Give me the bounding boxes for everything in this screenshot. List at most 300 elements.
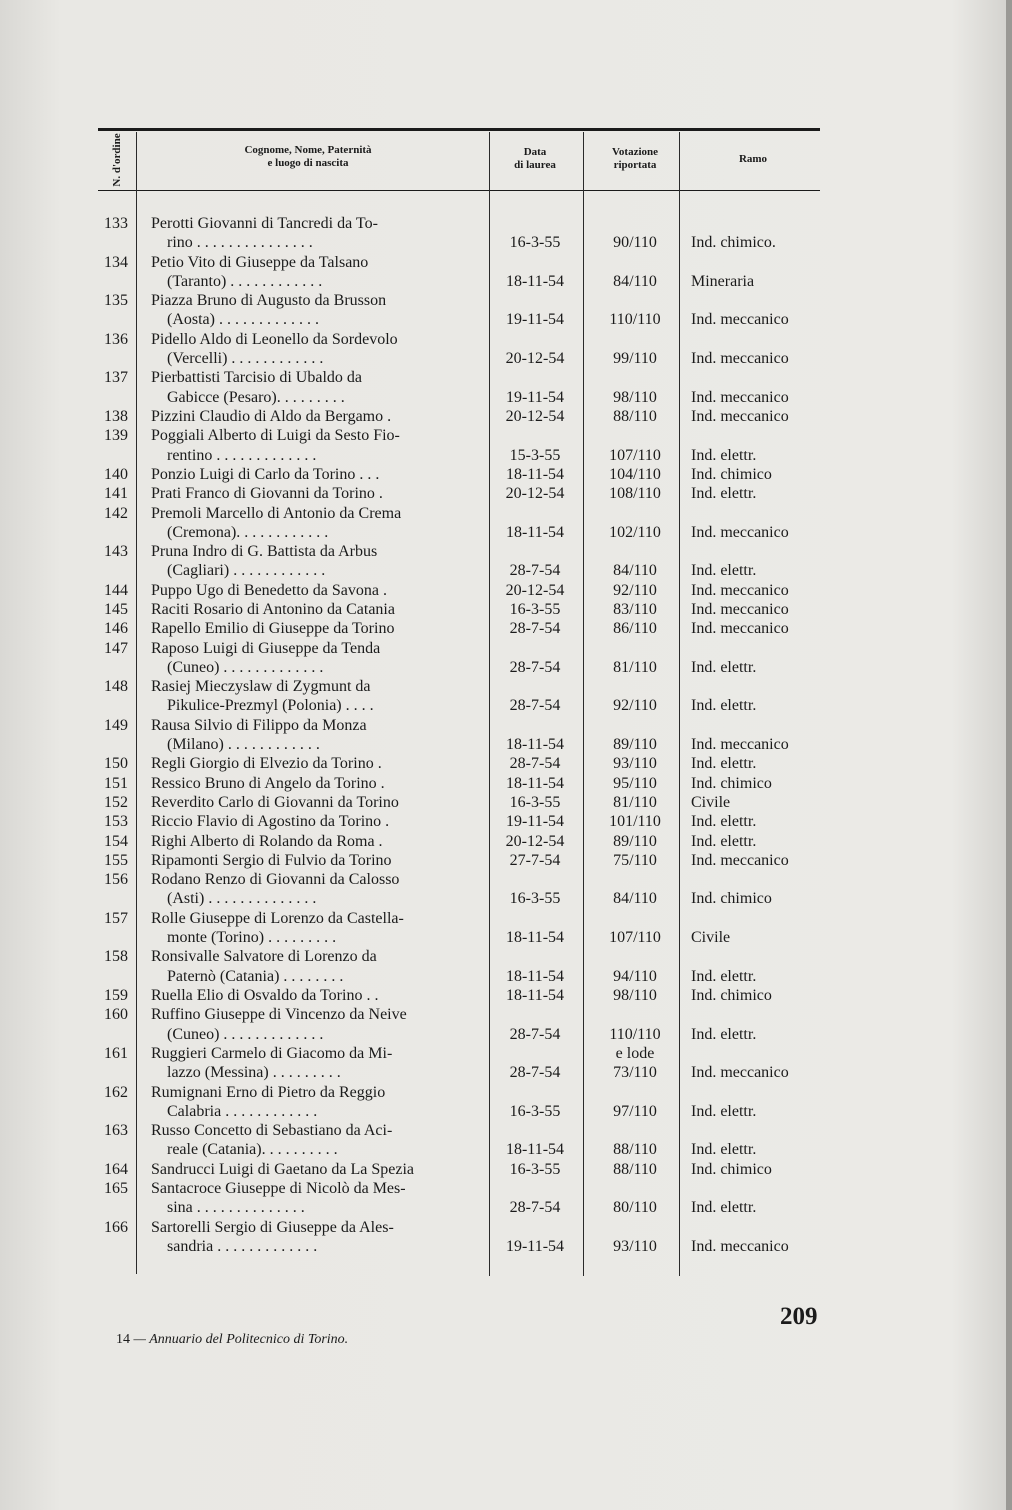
- graduate-name: [151, 716, 477, 755]
- graduate-name-line: Ruella Elio di Osvaldo da Torino . .: [151, 987, 379, 1004]
- grade-line: 107/110: [609, 446, 661, 464]
- branch: Ind. meccanico: [691, 408, 789, 425]
- grade: [588, 812, 682, 831]
- row-number: 161: [104, 1044, 128, 1062]
- branch: Ind. chimico: [691, 890, 772, 908]
- table-row: [98, 1044, 820, 1083]
- graduation-date: 28-7-54: [509, 755, 561, 773]
- graduate-name: [151, 330, 477, 369]
- graduation-date: 16-3-55: [509, 1160, 561, 1178]
- graduate-name-line: sandria . . . . . . . . . . . . .: [167, 1237, 318, 1255]
- graduate-name-line: Pruna Indro di G. Battista da Arbus: [151, 543, 378, 561]
- signature-text: — Annuario del Politecnico di Torino.: [133, 1332, 349, 1347]
- grade: [588, 928, 682, 947]
- row-number: 160: [104, 1006, 128, 1024]
- graduate-name-line: Ruggieri Carmelo di Giacomo da Mi-: [151, 1044, 393, 1062]
- graduation-date: 19-11-54: [505, 813, 565, 831]
- row-number: 155: [104, 851, 128, 869]
- graduate-name: [151, 214, 477, 253]
- branch: Ind. elettr.: [691, 562, 757, 580]
- header-vote-line2: riportata: [613, 159, 657, 171]
- row-number: 159: [104, 987, 128, 1004]
- row-number: 140: [104, 465, 128, 483]
- grade-line: e lode: [615, 1044, 655, 1062]
- graduate-name: [151, 832, 477, 851]
- graduate-name: [151, 581, 477, 600]
- graduate-name-line: Reverdito Carlo di Giovanni da Torino: [151, 794, 399, 811]
- graduate-name-line: (Cuneo) . . . . . . . . . . . . .: [167, 1025, 324, 1043]
- graduate-name-line: (Cagliari) . . . . . . . . . . . .: [167, 562, 326, 580]
- grade: [588, 851, 682, 870]
- graduation-date: 28-7-54: [509, 562, 561, 580]
- graduate-name-line: Paternò (Catania) . . . . . . . .: [167, 967, 344, 985]
- header-date-line2: di laurea: [514, 159, 556, 171]
- graduate-name: [151, 1044, 477, 1083]
- branch: Ind. meccanico: [691, 581, 789, 599]
- graduation-date: 15-3-55: [509, 446, 561, 464]
- branch: Ind. meccanico: [691, 1064, 789, 1082]
- branch: Ind. elettr.: [691, 755, 757, 773]
- grade-line: 86/110: [613, 620, 657, 638]
- graduation-date: 20-12-54: [505, 408, 565, 425]
- graduate-name-line: Raposo Luigi di Giuseppe da Tenda: [151, 639, 381, 657]
- graduate-name-line: Rapello Emilio di Giuseppe da Torino: [151, 620, 395, 638]
- row-number: 139: [104, 427, 128, 445]
- graduate-name-line: Rodano Renzo di Giovanni da Calosso: [151, 871, 400, 889]
- row-number: 152: [104, 794, 128, 811]
- table-row: [98, 1083, 820, 1122]
- table-row: [98, 909, 820, 948]
- branch: Ind. meccanico: [691, 311, 789, 329]
- row-number: 165: [104, 1180, 128, 1197]
- grade: [588, 793, 682, 812]
- graduate-name-line: (Aosta) . . . . . . . . . . . . .: [167, 311, 319, 329]
- branch: Ind. elettr.: [691, 1025, 757, 1043]
- grade: [588, 967, 682, 986]
- table-row: [98, 330, 820, 369]
- graduate-name: [151, 1083, 477, 1122]
- row-number: 146: [104, 620, 128, 638]
- graduation-date: 16-3-55: [509, 1102, 561, 1120]
- graduate-name: [151, 484, 477, 503]
- graduate-name: [151, 504, 477, 543]
- row-number: 157: [104, 909, 128, 927]
- graduate-name: [151, 600, 477, 619]
- branch: Ind. meccanico: [691, 601, 789, 618]
- graduation-date: 16-3-55: [509, 890, 561, 908]
- branch: Ind. chimico: [691, 1160, 772, 1178]
- graduation-date: 18-11-54: [505, 465, 565, 483]
- signature-footer: [116, 1332, 348, 1348]
- table-top-rule: [98, 128, 820, 131]
- grade-line: 84/110: [613, 562, 657, 580]
- row-number: 150: [104, 755, 128, 773]
- grade: [588, 619, 682, 638]
- graduation-date: 19-11-54: [505, 311, 565, 329]
- grade-line: 83/110: [613, 601, 657, 618]
- graduate-name: [151, 754, 477, 773]
- branch: Civile: [691, 794, 731, 811]
- grade: [588, 581, 682, 600]
- graduate-name-line: Rausa Silvio di Filippo da Monza: [151, 716, 367, 734]
- graduate-name-line: Poggiali Alberto di Luigi da Sesto Fio-: [151, 427, 400, 445]
- graduate-name-line: Ruffino Giuseppe di Vincenzo da Neive: [151, 1006, 407, 1024]
- grade: [588, 754, 682, 773]
- graduate-name: [151, 465, 477, 484]
- table-row: [98, 581, 820, 600]
- graduate-name-line: Pidello Aldo di Leonello da Sordevolo: [151, 330, 398, 348]
- graduate-name: [151, 870, 477, 909]
- table-row: [98, 1121, 820, 1160]
- row-number: 136: [104, 330, 128, 348]
- grade-line: 89/110: [613, 736, 657, 754]
- grade-line: 75/110: [613, 851, 657, 869]
- graduation-date: 16-3-55: [509, 601, 561, 618]
- graduate-name: [151, 909, 477, 948]
- graduate-name-line: Pikulice-Prezmyl (Polonia) . . . .: [167, 697, 374, 715]
- grade-line: 81/110: [613, 794, 657, 811]
- graduate-name-line: monte (Torino) . . . . . . . . .: [167, 929, 337, 947]
- grade: [588, 349, 682, 368]
- branch: Ind. meccanico: [691, 388, 789, 406]
- graduate-name: [151, 407, 477, 426]
- graduate-name-line: (Cremona). . . . . . . . . . . .: [167, 523, 329, 541]
- header-name-line1: Cognome, Nome, Paternità: [244, 144, 372, 156]
- branch: Ind. meccanico: [691, 1237, 789, 1255]
- grade-line: 92/110: [613, 581, 657, 599]
- graduate-name-line: Rolle Giuseppe di Lorenzo da Castella-: [151, 909, 404, 927]
- graduate-name: [151, 1160, 477, 1179]
- header-vote-cell: [588, 146, 682, 172]
- graduate-name-line: Piazza Bruno di Augusto da Brusson: [151, 292, 387, 310]
- graduation-date: 27-7-54: [509, 851, 561, 869]
- graduate-name-line: (Taranto) . . . . . . . . . . . .: [167, 272, 323, 290]
- graduation-date: 18-11-54: [505, 736, 565, 754]
- branch: Ind. meccanico: [691, 851, 789, 869]
- table-row: [98, 253, 820, 292]
- graduate-name: [151, 426, 477, 465]
- grade-line: 104/110: [609, 465, 661, 483]
- graduate-name-line: Prati Franco di Giovanni da Torino .: [151, 485, 383, 503]
- grade: [588, 407, 682, 426]
- branch: Ind. elettr.: [691, 832, 757, 850]
- graduate-name: [151, 774, 477, 793]
- graduate-name-line: Russo Concetto di Sebastiano da Aci-: [151, 1122, 393, 1140]
- grade: [588, 658, 682, 677]
- grade-line: 102/110: [609, 523, 661, 541]
- graduate-name-line: Sartorelli Sergio di Giuseppe da Ales-: [151, 1218, 394, 1236]
- header-branch-label: Ramo: [738, 153, 768, 165]
- grade-line: 110/110: [609, 311, 661, 329]
- graduate-name-line: Rasiej Mieczyslaw di Zygmunt da: [151, 678, 371, 696]
- table-row: [98, 504, 820, 543]
- graduation-date: 28-7-54: [509, 620, 561, 638]
- grade-line: 99/110: [613, 350, 657, 368]
- graduate-name-line: Ronsivalle Salvatore di Lorenzo da: [151, 948, 377, 966]
- table-row: [98, 407, 820, 426]
- row-number: 153: [104, 813, 128, 831]
- header-name-line2: e luogo di nascita: [267, 157, 349, 169]
- table-row: [98, 677, 820, 716]
- graduate-name-line: Perotti Giovanni di Tancredi da To-: [151, 215, 378, 232]
- grade-line: 92/110: [613, 697, 657, 715]
- row-number: 148: [104, 678, 128, 696]
- grade-line: 93/110: [613, 755, 657, 773]
- row-number: 151: [104, 774, 128, 792]
- graduate-name-line: (Asti) . . . . . . . . . . . . . .: [167, 890, 317, 908]
- branch: Ind. elettr.: [691, 446, 757, 464]
- grade: [588, 696, 682, 715]
- grade-line: 81/110: [613, 658, 657, 676]
- grade-line: 95/110: [613, 774, 657, 792]
- grade: [588, 272, 682, 291]
- header-number-label: N. d'ordine: [111, 133, 123, 187]
- table-row: [98, 291, 820, 330]
- grade-line: 93/110: [613, 1237, 657, 1255]
- grade-line: 97/110: [613, 1102, 657, 1120]
- grade: [588, 1198, 682, 1217]
- branch: Ind. chimico: [691, 465, 772, 483]
- branch: Civile: [691, 929, 731, 947]
- header-vote-line1: Votazione: [611, 146, 659, 158]
- row-number: 137: [104, 369, 128, 387]
- grade-line: 73/110: [613, 1064, 657, 1082]
- table-row: [98, 619, 820, 638]
- graduate-name-line: Ressico Bruno di Angelo da Torino .: [151, 774, 385, 792]
- row-number: 154: [104, 832, 128, 850]
- graduation-date: 20-12-54: [505, 832, 565, 850]
- graduate-name: [151, 677, 477, 716]
- graduation-date: 28-7-54: [509, 697, 561, 715]
- table-row: [98, 484, 820, 503]
- graduate-name: [151, 1218, 477, 1257]
- grade-line: 84/110: [613, 272, 657, 290]
- graduate-name-line: Calabria . . . . . . . . . . . .: [167, 1102, 318, 1120]
- branch: Ind. elettr.: [691, 1102, 757, 1120]
- graduation-date: 20-12-54: [505, 581, 565, 599]
- graduation-date: 28-7-54: [509, 658, 561, 676]
- row-number: 147: [104, 639, 128, 657]
- grade-line: 84/110: [613, 890, 657, 908]
- graduation-date: 16-3-55: [509, 234, 561, 252]
- graduation-date: 18-11-54: [505, 272, 565, 290]
- graduation-date: 19-11-54: [505, 388, 565, 406]
- grade-line: 90/110: [613, 234, 657, 252]
- graduate-name: [151, 639, 477, 678]
- table-row: [98, 716, 820, 755]
- branch: Ind. elettr.: [691, 658, 757, 676]
- grade-line: 98/110: [613, 987, 657, 1004]
- grade: [588, 1160, 682, 1179]
- graduate-name-line: sina . . . . . . . . . . . . . .: [167, 1199, 305, 1217]
- graduate-name: [151, 851, 477, 870]
- graduation-date: 18-11-54: [505, 929, 565, 947]
- graduation-date: 28-7-54: [509, 1199, 561, 1217]
- grade: [588, 1102, 682, 1121]
- grade-line: 94/110: [613, 967, 657, 985]
- graduate-name-line: (Vercelli) . . . . . . . . . . . .: [167, 350, 324, 368]
- table-row: [98, 812, 820, 831]
- graduate-name: [151, 368, 477, 407]
- header-date-line1: Data: [523, 146, 547, 158]
- graduate-name-line: rentino . . . . . . . . . . . . .: [167, 446, 317, 464]
- graduate-name: [151, 1005, 477, 1044]
- page-edge-shadow: [1006, 0, 1012, 1510]
- branch: Ind. elettr.: [691, 813, 757, 831]
- grade-line: 88/110: [613, 1141, 657, 1159]
- branch: Ind. chimico: [691, 774, 772, 792]
- grade-line: 80/110: [613, 1199, 657, 1217]
- graduation-date: 18-11-54: [505, 967, 565, 985]
- header-date-cell: [494, 146, 576, 172]
- graduate-name: [151, 619, 477, 638]
- table-row: [98, 1160, 820, 1179]
- row-number: 141: [104, 485, 128, 503]
- grade: [588, 233, 682, 252]
- grade: [588, 484, 682, 503]
- graduate-name-line: reale (Catania). . . . . . . . . .: [167, 1141, 338, 1159]
- graduate-name-line: Raciti Rosario di Antonino da Catania: [151, 601, 395, 618]
- graduate-name-line: lazzo (Messina) . . . . . . . . .: [167, 1064, 341, 1082]
- graduate-name: [151, 291, 477, 330]
- table-row: [98, 870, 820, 909]
- table-row: [98, 754, 820, 773]
- graduate-name-line: Pizzini Claudio di Aldo da Bergamo .: [151, 408, 392, 425]
- header-name-cell: [198, 144, 418, 170]
- grade: [588, 1063, 682, 1082]
- graduation-date: 16-3-55: [509, 794, 561, 811]
- grade-line: 101/110: [609, 813, 661, 831]
- grade-line: 110/110: [609, 1025, 661, 1043]
- graduation-date: 20-12-54: [505, 350, 565, 368]
- graduate-name-line: Righi Alberto di Rolando da Roma .: [151, 832, 383, 850]
- grade: [588, 832, 682, 851]
- graduate-name-line: Ripamonti Sergio di Fulvio da Torino: [151, 851, 392, 869]
- table-row: [98, 600, 820, 619]
- branch: Ind. elettr.: [691, 1199, 757, 1217]
- graduate-name-line: Gabicce (Pesaro). . . . . . . . .: [167, 388, 345, 406]
- graduate-name-line: Pierbattisti Tarcisio di Ubaldo da: [151, 369, 362, 387]
- graduate-name: [151, 986, 477, 1005]
- row-number: 138: [104, 408, 128, 425]
- graduate-name-line: Puppo Ugo di Benedetto da Savona .: [151, 581, 387, 599]
- branch: Ind. meccanico: [691, 523, 789, 541]
- table-header-rule: [98, 190, 820, 191]
- table-row: [98, 1218, 820, 1257]
- branch: Ind. elettr.: [691, 697, 757, 715]
- graduate-name-line: Petio Vito di Giuseppe da Talsano: [151, 253, 369, 271]
- branch: Ind. meccanico: [691, 350, 789, 368]
- branch: Mineraria: [691, 272, 755, 290]
- row-number: 158: [104, 948, 128, 966]
- graduation-date: 18-11-54: [505, 774, 565, 792]
- grade: [588, 774, 682, 793]
- graduation-date: 20-12-54: [505, 485, 565, 503]
- graduate-name-line: Rumignani Erno di Pietro da Reggio: [151, 1083, 386, 1101]
- graduate-name-line: Ponzio Luigi di Carlo da Torino . . .: [151, 465, 380, 483]
- table-row: [98, 851, 820, 870]
- grade-line: 98/110: [613, 388, 657, 406]
- row-number: 149: [104, 716, 128, 734]
- table-row: [98, 214, 820, 253]
- header-branch-cell: [698, 153, 808, 166]
- branch: Ind. chimico.: [691, 234, 776, 252]
- table-row: [98, 465, 820, 484]
- row-number: 134: [104, 253, 128, 271]
- page-number: 209: [780, 1303, 818, 1330]
- graduation-date: 18-11-54: [505, 523, 565, 541]
- grade: [588, 1237, 682, 1256]
- graduate-name-line: Santacroce Giuseppe di Nicolò da Mes-: [151, 1180, 406, 1197]
- graduate-name-line: Regli Giorgio di Elvezio da Torino .: [151, 755, 382, 773]
- table-row: [98, 368, 820, 407]
- grade: [588, 600, 682, 619]
- grade: [588, 523, 682, 542]
- signature-number: 14: [116, 1332, 130, 1347]
- row-number: 143: [104, 543, 128, 561]
- graduate-name-line: Riccio Flavio di Agostino da Torino .: [151, 813, 390, 831]
- graduate-name-line: Premoli Marcello di Antonio da Crema: [151, 504, 402, 522]
- graduate-name-line: Sandrucci Luigi di Gaetano da La Spezia: [151, 1160, 415, 1178]
- grade: [588, 465, 682, 484]
- grade: [588, 310, 682, 329]
- graduation-date: 28-7-54: [509, 1025, 561, 1043]
- grade-line: 108/110: [609, 485, 661, 503]
- graduate-name-line: (Milano) . . . . . . . . . . . .: [167, 736, 320, 754]
- graduate-name: [151, 253, 477, 292]
- table-row: [98, 832, 820, 851]
- graduate-name: [151, 793, 477, 812]
- header-number-cell: [98, 134, 136, 186]
- branch: Ind. elettr.: [691, 967, 757, 985]
- row-number: 166: [104, 1218, 128, 1236]
- grade: [588, 1140, 682, 1159]
- branch: Ind. chimico: [691, 987, 772, 1004]
- graduation-date: 19-11-54: [505, 1237, 565, 1255]
- row-number: 162: [104, 1083, 128, 1101]
- table-row: [98, 639, 820, 678]
- graduation-date: 28-7-54: [509, 1064, 561, 1082]
- row-number: 135: [104, 292, 128, 310]
- table-row: [98, 793, 820, 812]
- branch: Ind. meccanico: [691, 736, 789, 754]
- grade-line: 88/110: [613, 408, 657, 425]
- graduate-name-line: rino . . . . . . . . . . . . . . .: [167, 234, 313, 252]
- grade: [588, 388, 682, 407]
- grade: [588, 561, 682, 580]
- branch: Ind. elettr.: [691, 1141, 757, 1159]
- graduate-name: [151, 812, 477, 831]
- graduation-date: 18-11-54: [505, 1141, 565, 1159]
- row-number: 145: [104, 601, 128, 618]
- graduate-name-line: (Cuneo) . . . . . . . . . . . . .: [167, 658, 324, 676]
- row-number: 163: [104, 1122, 128, 1140]
- grade: [588, 735, 682, 754]
- grade-line: 107/110: [609, 929, 661, 947]
- table-row: [98, 542, 820, 581]
- grade: [588, 446, 682, 465]
- graduate-name: [151, 1179, 477, 1218]
- table-row: [98, 1179, 820, 1218]
- graduate-name: [151, 947, 477, 986]
- grade-line: 88/110: [613, 1160, 657, 1178]
- grade: [588, 986, 682, 1005]
- table-row: [98, 426, 820, 465]
- table-row: [98, 947, 820, 986]
- branch: Ind. elettr.: [691, 485, 757, 503]
- row-number: 133: [104, 215, 128, 232]
- graduation-date: 18-11-54: [505, 987, 565, 1004]
